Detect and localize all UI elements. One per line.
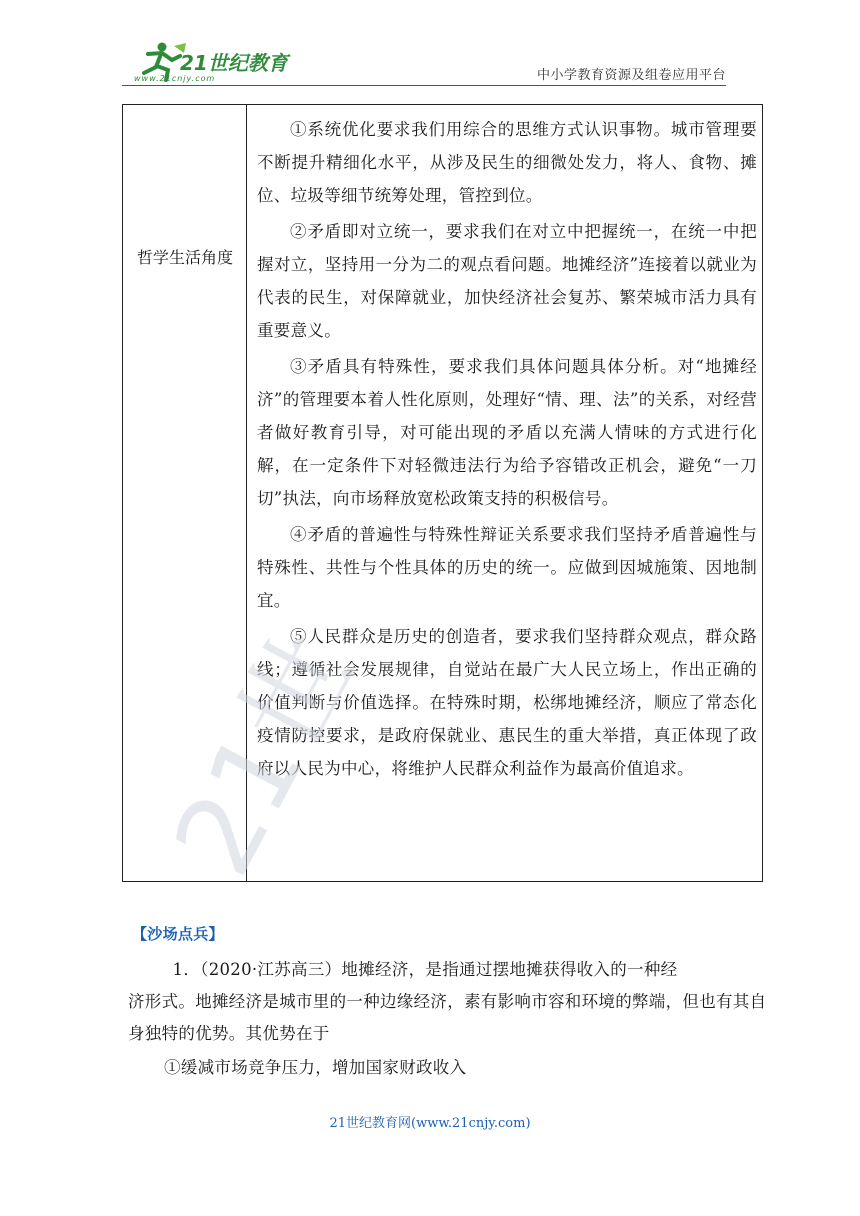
svg-text:21世: 21世 bbox=[149, 613, 380, 895]
table-row-label: 哲学生活角度 bbox=[136, 248, 233, 267]
paragraph-3: ③矛盾具有特殊性，要求我们具体问题具体分析。对“地摊经济”的管理要本着人性化原则，处理好“情、理、法”的关系，对经营者做好教育引导，对可能出现的矛盾以充满人情味的方式进行化解，在一定条件下对轻微违法行为给予容错改正机会，避免“一刀切”执法，向市场释放宽松政策支持的积极信号。 bbox=[257, 357, 757, 508]
page-header bbox=[122, 40, 726, 88]
page-footer: 21世纪教育网(www.21cnjy.com) bbox=[329, 1116, 531, 1131]
option-1: ①缓减市场竞争压力，增加国家财政收入 bbox=[164, 1058, 467, 1077]
table-left-cell bbox=[123, 105, 247, 881]
question-text-line2: 济形式。地摊经济是城市里的一种边缘经济，素有影响市容和环境的弊端，但也有其自身独特的优势。其优势在于 bbox=[128, 992, 767, 1043]
site-logo bbox=[128, 40, 308, 82]
question-text-line1: 1．（2020·江苏高三）地摊经济，是指通过摆地摊获得收入的一种经 bbox=[172, 960, 678, 979]
section-title: 【沙场点兵】 bbox=[132, 925, 224, 943]
paragraph-4: ④矛盾的普遍性与特殊性辩证关系要求我们坚持矛盾普遍性与特殊性、共性与个性具体的历史的统一。应做到因城施策、因地制宜。 bbox=[257, 525, 757, 610]
svg-text:www.21cnjy.com: www.21cnjy.com bbox=[134, 74, 216, 83]
paragraph-1: ①系统优化要求我们用综合的思维方式认识事物。城市管理要不断提升精细化水平，从涉及民生的细微处发力，将人、食物、摊位、垃圾等细节统筹处理，管控到位。 bbox=[257, 120, 757, 205]
header-divider bbox=[122, 85, 726, 86]
practice-section bbox=[128, 918, 768, 1084]
analysis-table bbox=[122, 104, 763, 882]
paragraph-2: ②矛盾即对立统一，要求我们在对立中把握统一，在统一中把握对立，坚持用一分为二的观点看问题。地摊经济”连接着以就业为代表的民生，对保障就业，加快经济社会复苏、繁荣城市活力具有重要意义。 bbox=[257, 222, 757, 340]
paragraph-5: ⑤人民群众是历史的创造者，要求我们坚持群众观点，群众路线；遵循社会发展规律，自觉站在最广大人民立场上，作出正确的价值判断与价值选择。在特殊时期，松绑地摊经济，顺应了常态化疫情防控要求，是政府保就业、惠民生的重大举措，真正体现了政府以人民为中心，将维护人民群众利益作为最高价值追求。 bbox=[257, 627, 757, 778]
table-right-cell bbox=[257, 113, 757, 788]
svg-text:21世纪教育: 21世纪教育 bbox=[180, 51, 288, 75]
platform-name: 中小学教育资源及组卷应用平台 bbox=[536, 68, 726, 83]
